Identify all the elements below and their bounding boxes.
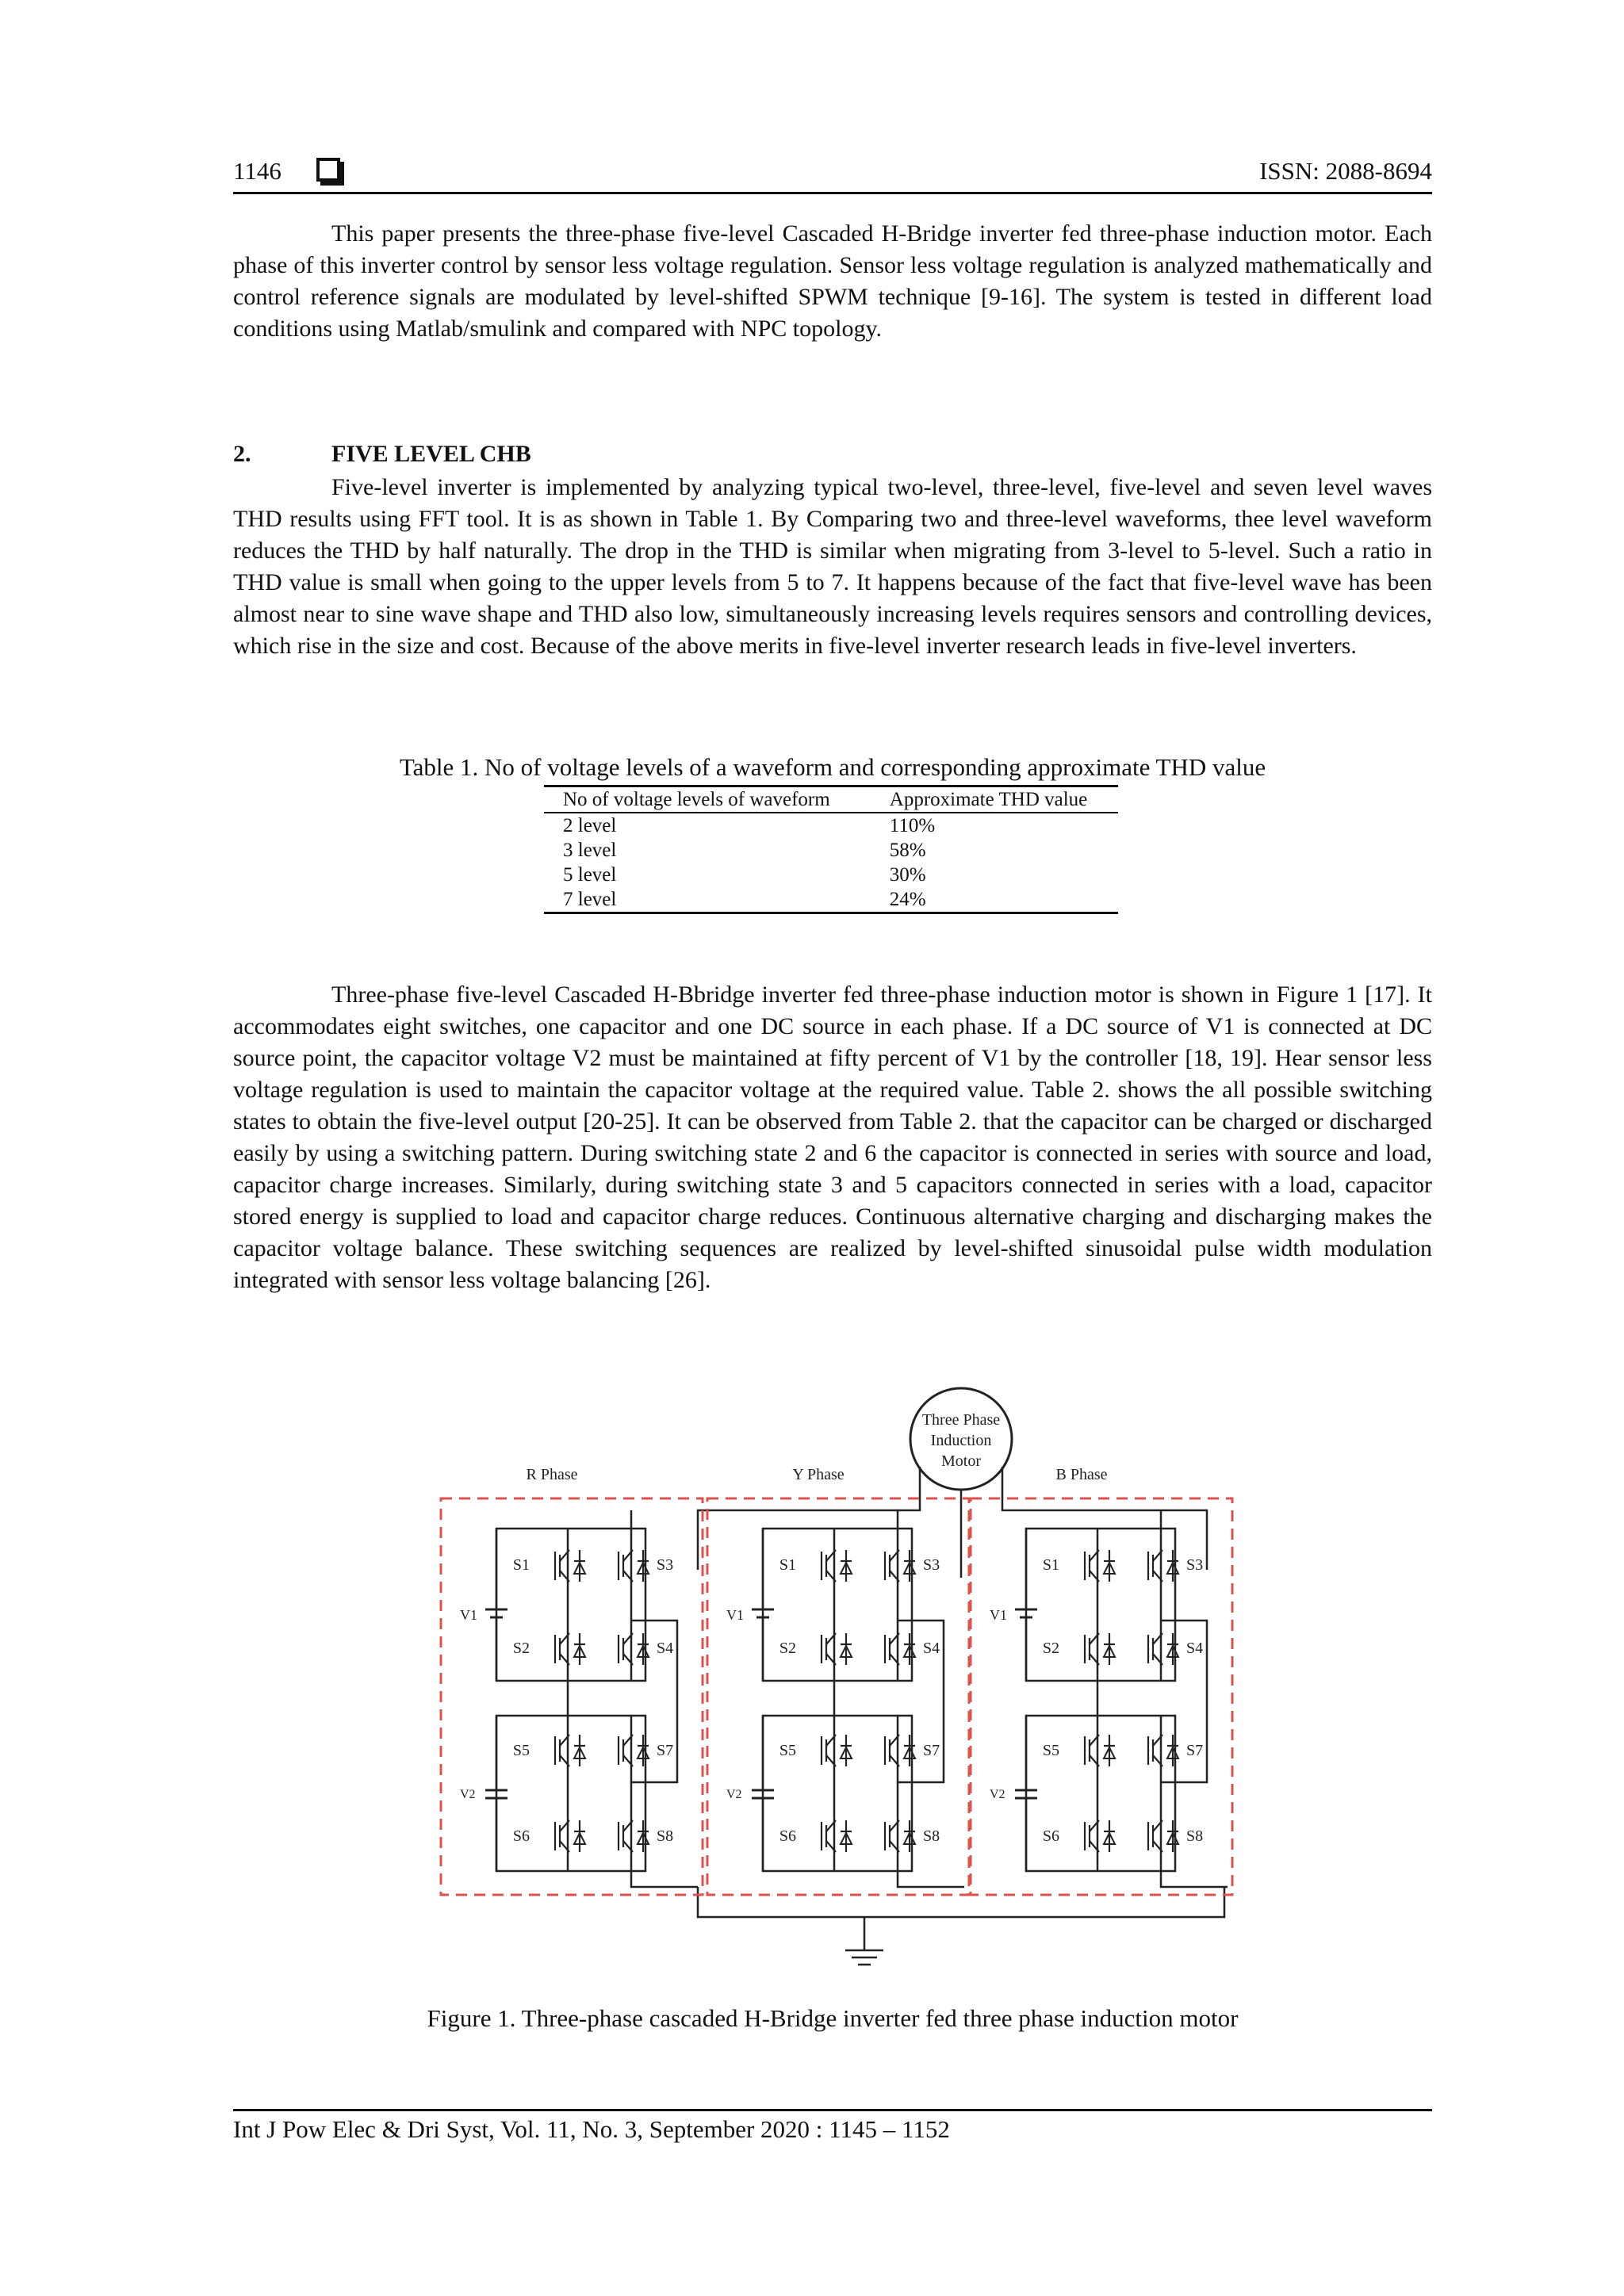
intro-paragraph: This paper presents the three-phase five-level Cascaded H-Bridge inverter fed three-phase induction motor. Each phase of this inverter control by sensor less voltage regulation. Sensor less voltage regulation is analyzed mathematically and control reference signals are modulated by level-shifted SPWM technique [9-16]. The system is tested in different load conditions using Matlab/smulink and compared with NPC topology. xyxy=(233,220,1432,342)
switch-label: S3 xyxy=(1186,1556,1204,1574)
table-header-cell: No of voltage levels of waveform xyxy=(544,786,871,813)
phase-label: Y Phase xyxy=(792,1466,845,1483)
switch-label: S7 xyxy=(923,1742,940,1759)
footer-citation: Int J Pow Elec & Dri Syst, Vol. 11, No. 3, September 2020 : 1145 – 1152 xyxy=(233,2115,950,2143)
switch-label: S1 xyxy=(779,1556,796,1574)
switch-label: S8 xyxy=(1186,1827,1204,1845)
igbt-switch-icon xyxy=(822,1633,852,1665)
igbt-switch-icon xyxy=(885,1735,915,1766)
switch-label: S3 xyxy=(923,1556,940,1574)
motor-label-line: Induction xyxy=(930,1432,992,1449)
igbt-switch-icon xyxy=(1148,1820,1178,1852)
igbt-switch-icon xyxy=(1148,1633,1178,1665)
switch-label: S1 xyxy=(512,1556,530,1574)
table-cell: 58% xyxy=(889,840,926,861)
issn: ISSN: 2088-8694 xyxy=(1259,157,1432,185)
motor-label-line: Motor xyxy=(941,1452,981,1470)
switch-label: S5 xyxy=(1042,1742,1059,1759)
footer-rule xyxy=(233,2109,1432,2111)
table-cell: 24% xyxy=(871,887,1118,913)
v2-label: V2 xyxy=(726,1788,742,1801)
switch-label: S5 xyxy=(779,1742,796,1759)
page-number: 1146 xyxy=(233,157,282,185)
igbt-switch-icon xyxy=(885,1820,915,1852)
switch-label: S3 xyxy=(657,1556,674,1574)
switch-label: S6 xyxy=(512,1827,530,1845)
v2-label: V2 xyxy=(460,1788,476,1801)
v1-label: V1 xyxy=(990,1607,1007,1623)
switch-label: S8 xyxy=(923,1827,940,1845)
v1-label: V1 xyxy=(460,1607,477,1623)
igbt-switch-icon xyxy=(885,1550,915,1582)
igbt-switch-icon xyxy=(822,1735,852,1766)
switch-label: S4 xyxy=(1186,1640,1204,1657)
phase-module-r xyxy=(441,1466,703,1895)
igbt-switch-icon xyxy=(885,1633,915,1665)
table-cell: 110% xyxy=(889,815,936,836)
igbt-switch-icon xyxy=(619,1633,649,1665)
igbt-switch-icon xyxy=(1085,1820,1115,1852)
ground-icon xyxy=(698,1887,1224,1965)
section-title: FIVE LEVEL CHB xyxy=(331,441,531,467)
section-number: 2. xyxy=(233,441,251,467)
phase-module-y xyxy=(707,1466,969,1895)
switch-label: S2 xyxy=(1042,1640,1059,1657)
phase-label: R Phase xyxy=(526,1466,578,1483)
igbt-switch-icon xyxy=(1085,1550,1115,1582)
table-cell: 5 level xyxy=(563,864,617,886)
igbt-switch-icon xyxy=(822,1550,852,1582)
switch-label: S6 xyxy=(779,1827,796,1845)
table-cell: 2 level xyxy=(563,815,617,836)
switch-label: S8 xyxy=(657,1827,674,1845)
igbt-switch-icon xyxy=(1148,1550,1178,1582)
igbt-switch-icon xyxy=(619,1735,649,1766)
igbt-switch-icon xyxy=(555,1735,585,1766)
figure-caption: Figure 1. Three-phase cascaded H-Bridge inverter fed three phase induction motor xyxy=(427,2004,1239,2032)
igbt-switch-icon xyxy=(555,1633,585,1665)
phase-module-b xyxy=(971,1466,1232,1895)
section-paragraph-2: Three-phase five-level Cascaded H-Bbridge inverter fed three-phase induction motor is shown in Figure 1 [17]. It accommodates eight switches, one capacitor and one DC source in each phase. If a DC source of V1 is connected at DC source point, the capacitor voltage V2 must be maintained at fifty percent of V1 by the controller [18, 19]. Hear sensor less voltage regulation is used to maintain the capacitor voltage at the required value. Table 2. shows the all possible switching states to obtain the five-level output [20-25]. It can be observed from Table 2. that the capacitor can be charged or discharged easily by using a switching pattern. During switching state 2 and 6 the capacitor is connected in series with source and load, capacitor charge increases. Similarly, during switching state 3 and 5 capacitors connected in series with a load, capacitor stored energy is supplied to load and capacitor charge reduces. Continuous alternative charging and discharging makes the capacitor voltage balance. These switching sequences are realized by level-shifted sinusoidal pulse width modulation integrated with sensor less voltage balancing [26]. xyxy=(233,982,1432,1293)
switch-label: S4 xyxy=(923,1640,940,1657)
v1-label: V1 xyxy=(726,1607,744,1623)
igbt-switch-icon xyxy=(619,1820,649,1852)
switch-label: S4 xyxy=(657,1640,674,1657)
table-caption: Table 1. No of voltage levels of a waveform and corresponding approximate THD value xyxy=(399,753,1266,781)
table-cell: 30% xyxy=(889,864,926,886)
table-cell: 7 level xyxy=(544,887,871,913)
igbt-switch-icon xyxy=(619,1550,649,1582)
switch-label: S2 xyxy=(512,1640,530,1657)
phase-modules xyxy=(441,1466,1232,1895)
igbt-switch-icon xyxy=(1085,1735,1115,1766)
igbt-switch-icon xyxy=(555,1820,585,1852)
switch-label: S7 xyxy=(1186,1742,1204,1759)
igbt-switch-icon xyxy=(555,1550,585,1582)
switch-label: S5 xyxy=(512,1742,530,1759)
igbt-switch-icon xyxy=(1085,1633,1115,1665)
table-cell: 3 level xyxy=(563,840,617,861)
table-header-cell: Approximate THD value xyxy=(871,786,1118,813)
switch-label: S6 xyxy=(1042,1827,1059,1845)
switch-label: S2 xyxy=(779,1640,796,1657)
phase-label: B Phase xyxy=(1055,1466,1108,1483)
igbt-switch-icon xyxy=(822,1820,852,1852)
motor-label-line: Three Phase xyxy=(921,1411,1001,1429)
switch-label: S1 xyxy=(1042,1556,1059,1574)
induction-motor xyxy=(910,1388,1012,1490)
v2-label: V2 xyxy=(990,1788,1005,1801)
switch-label: S7 xyxy=(657,1742,674,1759)
section-paragraph-1: Five-level inverter is implemented by analyzing typical two-level, three-level, five-level and seven level waves THD results using FFT tool. It is as shown in Table 1. By Comparing two and three-level waveforms, thee level waveform reduces the THD by half naturally. The drop in the THD is similar when migrating from 3-level to 5-level. Such a ratio in THD value is small when going to the upper levels from 5 to 7. It happens because of the fact that five-level wave has been almost near to sine wave shape and THD also low, simultaneously increasing levels requires sensors and controlling devices, which rise in the size and cost. Because of the above merits in five-level inverter research leads in five-level inverters. xyxy=(233,474,1432,659)
igbt-switch-icon xyxy=(1148,1735,1178,1766)
